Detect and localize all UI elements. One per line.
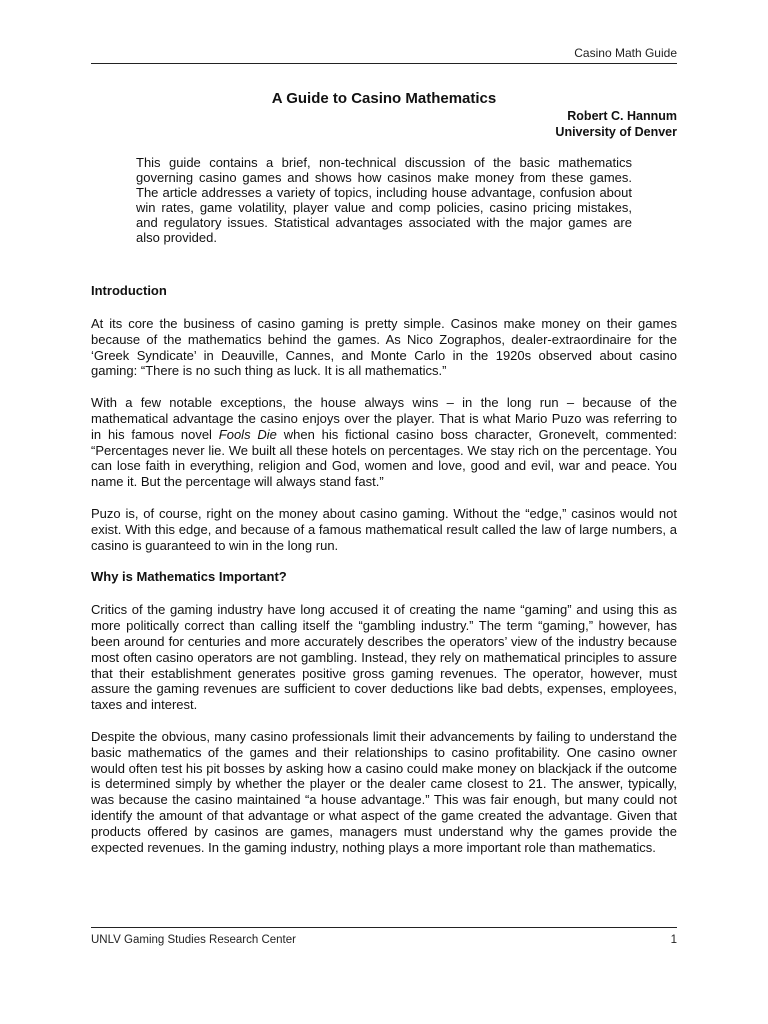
section-why-mathematics <box>91 569 677 855</box>
paragraph: At its core the business of casino gaming is pretty simple. Casinos make money on their games because of the mathematics behind the games. As Nico Zographos, dealer-extraordinaire for the ‘Greek Syndicate’ in Deauville, Cannes, and Monte Carlo in the 1920s observed about casino gaming: “There is no such thing as luck. It is all mathematics.” <box>91 316 677 379</box>
header-rule <box>91 63 677 64</box>
paragraph: Despite the obvious, many casino professionals limit their advancements by failing to understand the basic mathematics of the games and their relationships to casino profitability. One casino owner would often test his pit bosses by asking how a casino could make money on blackjack if the outcome is determined simply by whether the player or the dealer came closest to 21. The answer, typically, was because the casino maintained “a house advantage.” This was fair enough, but many could not identify the amount of that advantage or what aspect of the game created the advantage. Given that products offered by casinos are games, managers must understand why the games provide the expected revenues. In the gaming industry, nothing plays a more important role than mathematics. <box>91 728 677 855</box>
page-number: 1 <box>670 934 677 946</box>
author-affiliation: University of Denver <box>555 125 677 139</box>
paragraph-text: when his fictional casino boss character, Gronevelt, commented: “Percentages never lie. We built all these hotels on percentages. We stay rich on the percentage. You can lose faith in everything, religion and God, women and love, good and evil, war and peace. You name it. But the percentage will always stand fast.” <box>91 426 677 490</box>
paragraph <box>91 395 677 490</box>
document-body <box>91 283 677 871</box>
document-title: A Guide to Casino Mathematics <box>271 90 497 107</box>
section-heading: Introduction <box>91 283 167 298</box>
footer-organization: UNLV Gaming Studies Research Center <box>91 934 296 946</box>
paragraph: Critics of the gaming industry have long accused it of creating the name “gaming” and using this as more politically correct than calling itself the “gambling industry.” The term “gaming,” however, has been around for centuries and more accurately describes the operators’ view of the industry because most often casino operators are not gambling. Instead, they rely on mathematical principles to assure that their establishment generates positive gross gaming revenues. The operator, however, must assure the gaming revenues are sufficient to cover deductions like bad debts, expenses, employees, taxes and interest. <box>91 602 677 713</box>
section-introduction <box>91 283 677 553</box>
paragraph: Puzo is, of course, right on the money about casino gaming. Without the “edge,” casinos would not exist. With this edge, and because of a famous mathematical result called the law of large numbers, a casino is guaranteed to win in the long run. <box>91 505 677 553</box>
book-title: Fools Die <box>218 426 277 442</box>
abstract: This guide contains a brief, non-technical discussion of the basic mathematics governing casino games and shows how casinos make money from these games. The article addresses a variety of topics, including house advantage, confusion about win rates, game volatility, player value and comp policies, casino pricing mistakes, and regulatory issues. Statistical advantages associated with the major games are also provided. <box>136 155 632 245</box>
author-block <box>555 108 677 140</box>
footer-rule <box>91 927 677 928</box>
running-header: Casino Math Guide <box>574 46 677 60</box>
paragraph-text: With a few notable exceptions, the house always wins – in the long run – because of the mathematical advantage the casino enjoys over the player. That is what Mario Puzo was referring to in his famous novel <box>91 395 677 442</box>
author-name: Robert C. Hannum <box>567 109 677 123</box>
section-heading: Why is Mathematics Important? <box>91 569 287 585</box>
